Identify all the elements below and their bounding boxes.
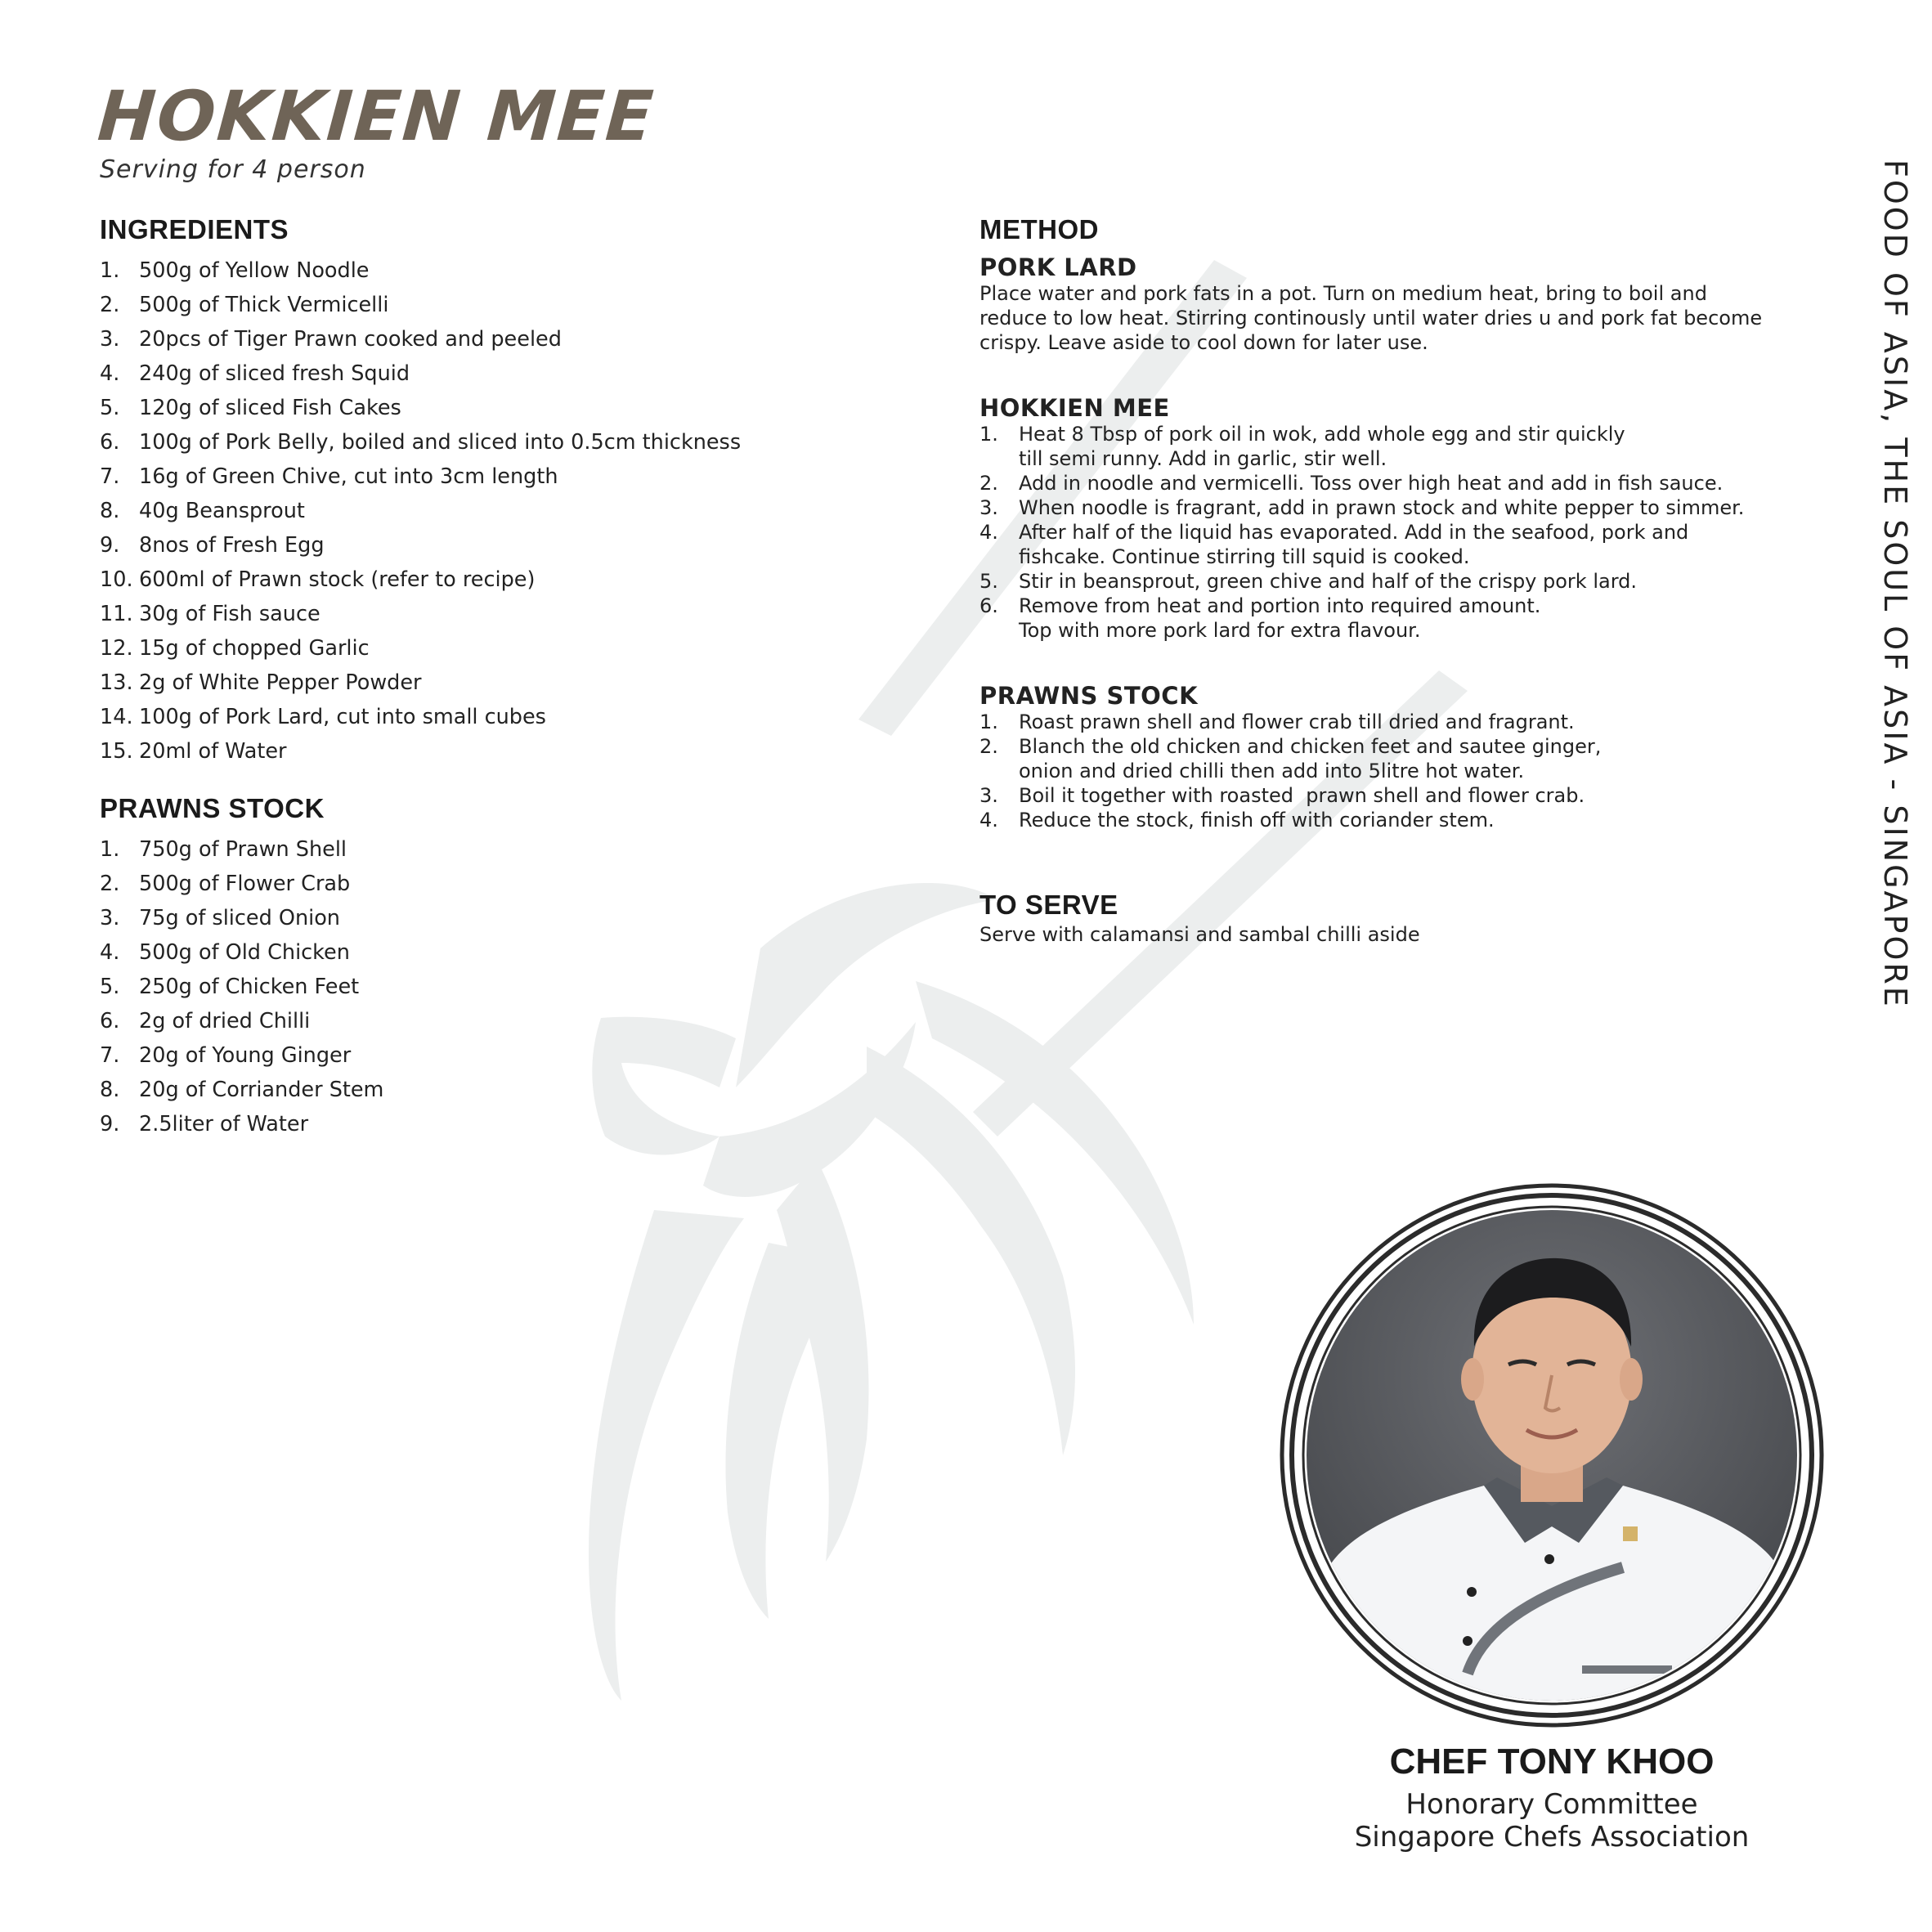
list-item-number: 4. <box>100 361 120 386</box>
list-item-number: 12. <box>100 636 133 661</box>
step-line: After half of the liquid has evaporated. Add in the seafood, pork and <box>1019 521 1689 544</box>
list-item-text: 600ml of Prawn stock (refer to recipe) <box>139 567 536 592</box>
list-item-number: 13. <box>100 670 133 695</box>
step-number: 1. <box>979 710 998 733</box>
list-item-text: 40g Beansprout <box>139 499 305 523</box>
prawns-stock-method-heading: PRAWNS STOCK <box>979 682 1199 710</box>
list-item-text: 240g of sliced fresh Squid <box>139 361 410 386</box>
chef-name: CHEF TONY KHOO <box>1389 1741 1715 1782</box>
method-heading: METHOD <box>979 214 1099 244</box>
step-item <box>979 783 1813 808</box>
pork-lard-section <box>979 253 1813 355</box>
list-item <box>100 322 917 356</box>
hokkien-mee-steps <box>979 422 1813 643</box>
step-line: When noodle is fragrant, add in prawn stock and white pepper to simmer. <box>1019 496 1745 519</box>
step-line: Roast prawn shell and flower crab till dried and fragrant. <box>1019 710 1575 733</box>
step-item <box>979 471 1813 495</box>
ingredients-list <box>100 253 917 769</box>
step-line: Top with more pork lard for extra flavour. <box>1019 619 1421 642</box>
list-item-number: 8. <box>100 1078 120 1102</box>
list-item-number: 9. <box>100 533 120 558</box>
list-item <box>100 391 917 425</box>
pork-lard-line: reduce to low heat. Stirring continously until water dries u and pork fat become <box>979 307 1763 329</box>
list-item <box>100 832 917 867</box>
step-line: Blanch the old chicken and chicken feet and sautee ginger, <box>1019 735 1602 758</box>
list-item-number: 9. <box>100 1112 120 1136</box>
recipe-subtitle: Serving for 4 person <box>100 155 366 184</box>
method-column <box>979 214 1813 947</box>
step-line: Remove from heat and portion into required amount. <box>1019 594 1541 617</box>
list-item-text: 75g of sliced Onion <box>139 906 340 930</box>
hokkien-mee-heading: HOKKIEN MEE <box>979 394 1170 422</box>
prawns-stock-steps <box>979 710 1813 832</box>
list-item <box>100 425 917 459</box>
list-item-number: 2. <box>100 872 120 896</box>
step-item <box>979 808 1813 832</box>
list-item-number: 3. <box>100 906 120 930</box>
list-item-number: 5. <box>100 975 120 999</box>
list-item-number: 7. <box>100 464 120 489</box>
list-item-number: 6. <box>100 430 120 455</box>
list-item-text: 500g of Yellow Noodle <box>139 258 370 283</box>
list-item <box>100 528 917 563</box>
list-item <box>100 1038 917 1073</box>
list-item-text: 250g of Chicken Feet <box>139 975 360 999</box>
list-item <box>100 1107 917 1141</box>
list-item-text: 100g of Pork Belly, boiled and sliced into 0.5cm thickness <box>139 430 742 455</box>
list-item <box>100 901 917 935</box>
list-item <box>100 563 917 597</box>
list-item <box>100 867 917 901</box>
list-item <box>100 253 917 288</box>
list-item-text: 100g of Pork Lard, cut into small cubes <box>139 705 546 729</box>
list-item-number: 1. <box>100 258 120 283</box>
list-item-number: 10. <box>100 567 133 592</box>
list-item-text: 500g of Old Chicken <box>139 940 350 965</box>
ingredients-heading: INGREDIENTS <box>100 214 289 244</box>
step-number: 1. <box>979 423 998 446</box>
list-item-text: 2g of White Pepper Powder <box>139 670 422 695</box>
list-item <box>100 597 917 631</box>
step-item <box>979 594 1813 643</box>
pork-lard-line: Place water and pork fats in a pot. Turn on medium heat, bring to boil and <box>979 282 1707 305</box>
step-number: 5. <box>979 570 998 593</box>
step-line: Boil it together with roasted prawn shell and flower crab. <box>1019 784 1585 807</box>
list-item <box>100 935 917 970</box>
list-item-text: 20pcs of Tiger Prawn cooked and peeled <box>139 327 562 352</box>
list-item <box>100 459 917 494</box>
step-number: 2. <box>979 472 998 495</box>
recipe-title: HOKKIEN MEE <box>95 76 657 156</box>
step-number: 4. <box>979 809 998 832</box>
list-item-text: 8nos of Fresh Egg <box>139 533 325 558</box>
step-line: till semi runny. Add in garlic, stir well. <box>1019 447 1387 470</box>
list-item-number: 8. <box>100 499 120 523</box>
list-item <box>100 356 917 391</box>
list-item <box>100 631 917 666</box>
list-item-text: 20ml of Water <box>139 739 287 764</box>
step-number: 2. <box>979 735 998 758</box>
prawns-stock-list <box>100 832 917 1141</box>
pork-lard-line: crispy. Leave aside to cool down for later use. <box>979 331 1428 354</box>
step-number: 3. <box>979 784 998 807</box>
side-tagline: FOOD OF ASIA, THE SOUL OF ASIA - SINGAPORE <box>1877 159 1913 1009</box>
list-item-number: 15. <box>100 739 133 764</box>
list-item-number: 4. <box>100 940 120 965</box>
list-item-number: 7. <box>100 1043 120 1068</box>
list-item <box>100 1004 917 1038</box>
list-item-number: 14. <box>100 705 133 729</box>
list-item-text: 30g of Fish sauce <box>139 602 321 626</box>
step-item <box>979 520 1813 569</box>
list-item-text: 500g of Flower Crab <box>139 872 351 896</box>
list-item <box>100 494 917 528</box>
ingredients-column <box>100 214 917 1141</box>
list-item-number: 3. <box>100 327 120 352</box>
to-serve-heading: TO SERVE <box>979 890 1118 920</box>
list-item-text: 20g of Corriander Stem <box>139 1078 384 1102</box>
pork-lard-heading: PORK LARD <box>979 253 1137 281</box>
prawns-stock-heading: PRAWNS STOCK <box>100 793 325 823</box>
step-line: Stir in beansprout, green chive and half of the crispy pork lard. <box>1019 570 1638 593</box>
list-item-text: 2.5liter of Water <box>139 1112 309 1136</box>
list-item-text: 16g of Green Chive, cut into 3cm length <box>139 464 558 489</box>
hokkien-mee-section <box>979 394 1813 643</box>
list-item-text: 15g of chopped Garlic <box>139 636 370 661</box>
list-item-number: 11. <box>100 602 133 626</box>
step-line: onion and dried chilli then add into 5litre hot water. <box>1019 760 1525 782</box>
to-serve-section <box>979 890 1813 947</box>
list-item <box>100 734 917 769</box>
chef-portrait <box>1280 1183 1824 1728</box>
step-item <box>979 569 1813 594</box>
prawns-stock-method-section <box>979 682 1813 832</box>
list-item-text: 2g of dried Chilli <box>139 1009 311 1033</box>
to-serve-text: Serve with calamansi and sambal chilli aside <box>979 923 1420 946</box>
step-item <box>979 422 1813 471</box>
step-number: 3. <box>979 496 998 519</box>
list-item <box>100 288 917 322</box>
step-line: fishcake. Continue stirring till squid is cooked. <box>1019 545 1470 568</box>
step-line: Heat 8 Tbsp of pork oil in wok, add whole egg and stir quickly <box>1019 423 1625 446</box>
step-item <box>979 734 1813 783</box>
list-item-number: 6. <box>100 1009 120 1033</box>
step-number: 6. <box>979 594 998 617</box>
list-item <box>100 970 917 1004</box>
list-item-number: 5. <box>100 396 120 420</box>
step-item <box>979 710 1813 734</box>
list-item-text: 750g of Prawn Shell <box>139 837 347 862</box>
list-item-text: 120g of sliced Fish Cakes <box>139 396 401 420</box>
list-item-number: 2. <box>100 293 120 317</box>
step-line: Reduce the stock, finish off with coriander stem. <box>1019 809 1495 832</box>
list-item <box>100 666 917 700</box>
step-item <box>979 495 1813 520</box>
list-item <box>100 1073 917 1107</box>
list-item-text: 20g of Young Ginger <box>139 1043 352 1068</box>
list-item-text: 500g of Thick Vermicelli <box>139 293 389 317</box>
list-item-number: 1. <box>100 837 120 862</box>
step-line: Add in noodle and vermicelli. Toss over high heat and add in fish sauce. <box>1019 472 1724 495</box>
step-number: 4. <box>979 521 998 544</box>
list-item <box>100 700 917 734</box>
chef-organization: Singapore Chefs Association <box>1354 1821 1750 1854</box>
chef-role: Honorary Committee <box>1405 1788 1698 1821</box>
